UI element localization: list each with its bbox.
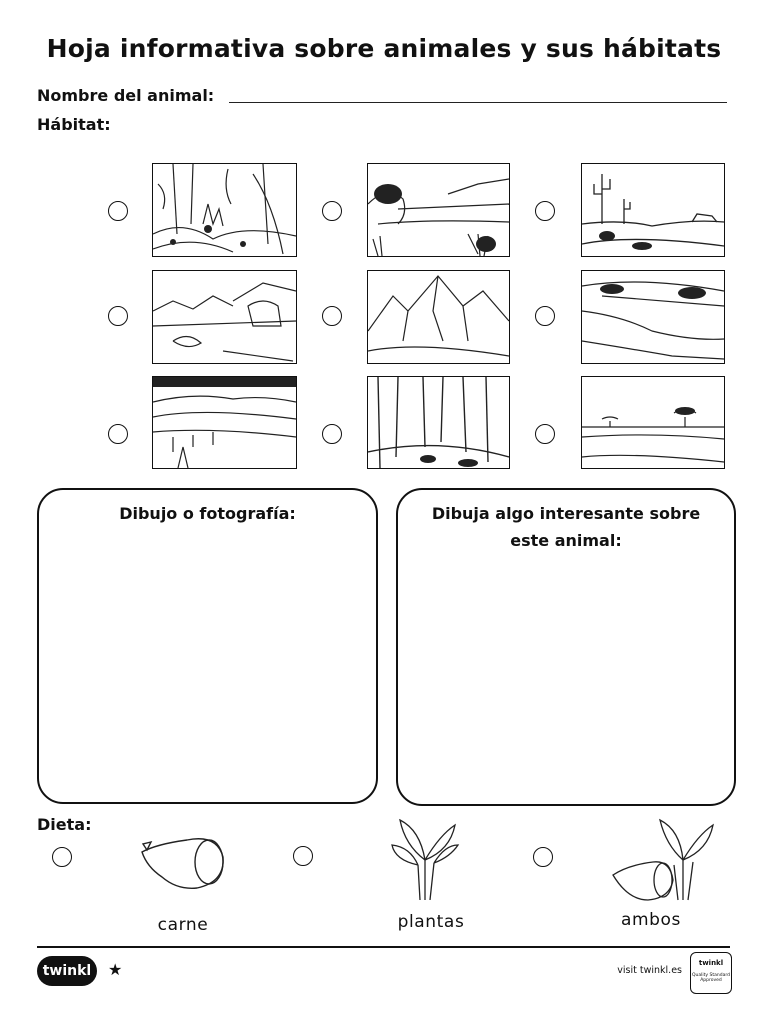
diet-radio-both[interactable]: [533, 847, 553, 867]
habitat-radio-polar[interactable]: [108, 306, 128, 326]
habitat-radio-rainforest[interactable]: [108, 201, 128, 221]
diet-option-plants: plantas: [397, 912, 465, 932]
interesting-fact-label: Dibuja algo interesante sobre este animal:: [431, 504, 701, 550]
habitat-label: Hábitat:: [37, 115, 111, 134]
animal-name-label: Nombre del animal:: [37, 86, 215, 105]
star-icon: ★: [108, 960, 123, 979]
footer-divider: [37, 946, 730, 948]
lake-picture: [367, 163, 510, 257]
twinkl-logo: twinkl: [37, 956, 97, 986]
habitat-radio-savanna[interactable]: [535, 424, 555, 444]
habitat-radio-desert[interactable]: [535, 201, 555, 221]
visit-link[interactable]: visit twinkl.es: [617, 965, 682, 976]
habitat-radio-grassland[interactable]: [108, 424, 128, 444]
plants-picture: [390, 815, 460, 904]
habitat-radio-forest[interactable]: [322, 424, 342, 444]
polar-picture: [152, 270, 297, 364]
savanna-picture: [581, 376, 725, 469]
forest-picture: [367, 376, 510, 469]
seal-title: twinkl: [698, 959, 724, 967]
interesting-fact-box[interactable]: [396, 488, 736, 806]
diet-option-meat: carne: [157, 915, 209, 935]
animal-name-field[interactable]: [229, 102, 727, 103]
river-picture: [581, 270, 725, 364]
rainforest-picture: [152, 163, 297, 257]
habitat-radio-mountain[interactable]: [322, 306, 342, 326]
diet-label: Dieta:: [37, 815, 92, 834]
drawing-box[interactable]: [37, 488, 378, 804]
diet-radio-plants[interactable]: [293, 846, 313, 866]
both-picture: [608, 810, 718, 909]
page-title: Hoja informativa sobre animales y sus hábitats: [46, 34, 722, 63]
habitat-radio-river[interactable]: [535, 306, 555, 326]
habitat-radio-lake[interactable]: [322, 201, 342, 221]
quality-seal: [690, 952, 732, 994]
mountain-picture: [367, 270, 510, 364]
meat-picture: [137, 832, 227, 896]
drawing-box-label: Dibujo o fotografía:: [119, 504, 296, 523]
seal-subtitle: Quality Standard Approved: [692, 973, 730, 983]
diet-option-both: ambos: [620, 910, 682, 930]
grassland-picture: [152, 376, 297, 469]
diet-radio-meat[interactable]: [52, 847, 72, 867]
desert-picture: [581, 163, 725, 257]
